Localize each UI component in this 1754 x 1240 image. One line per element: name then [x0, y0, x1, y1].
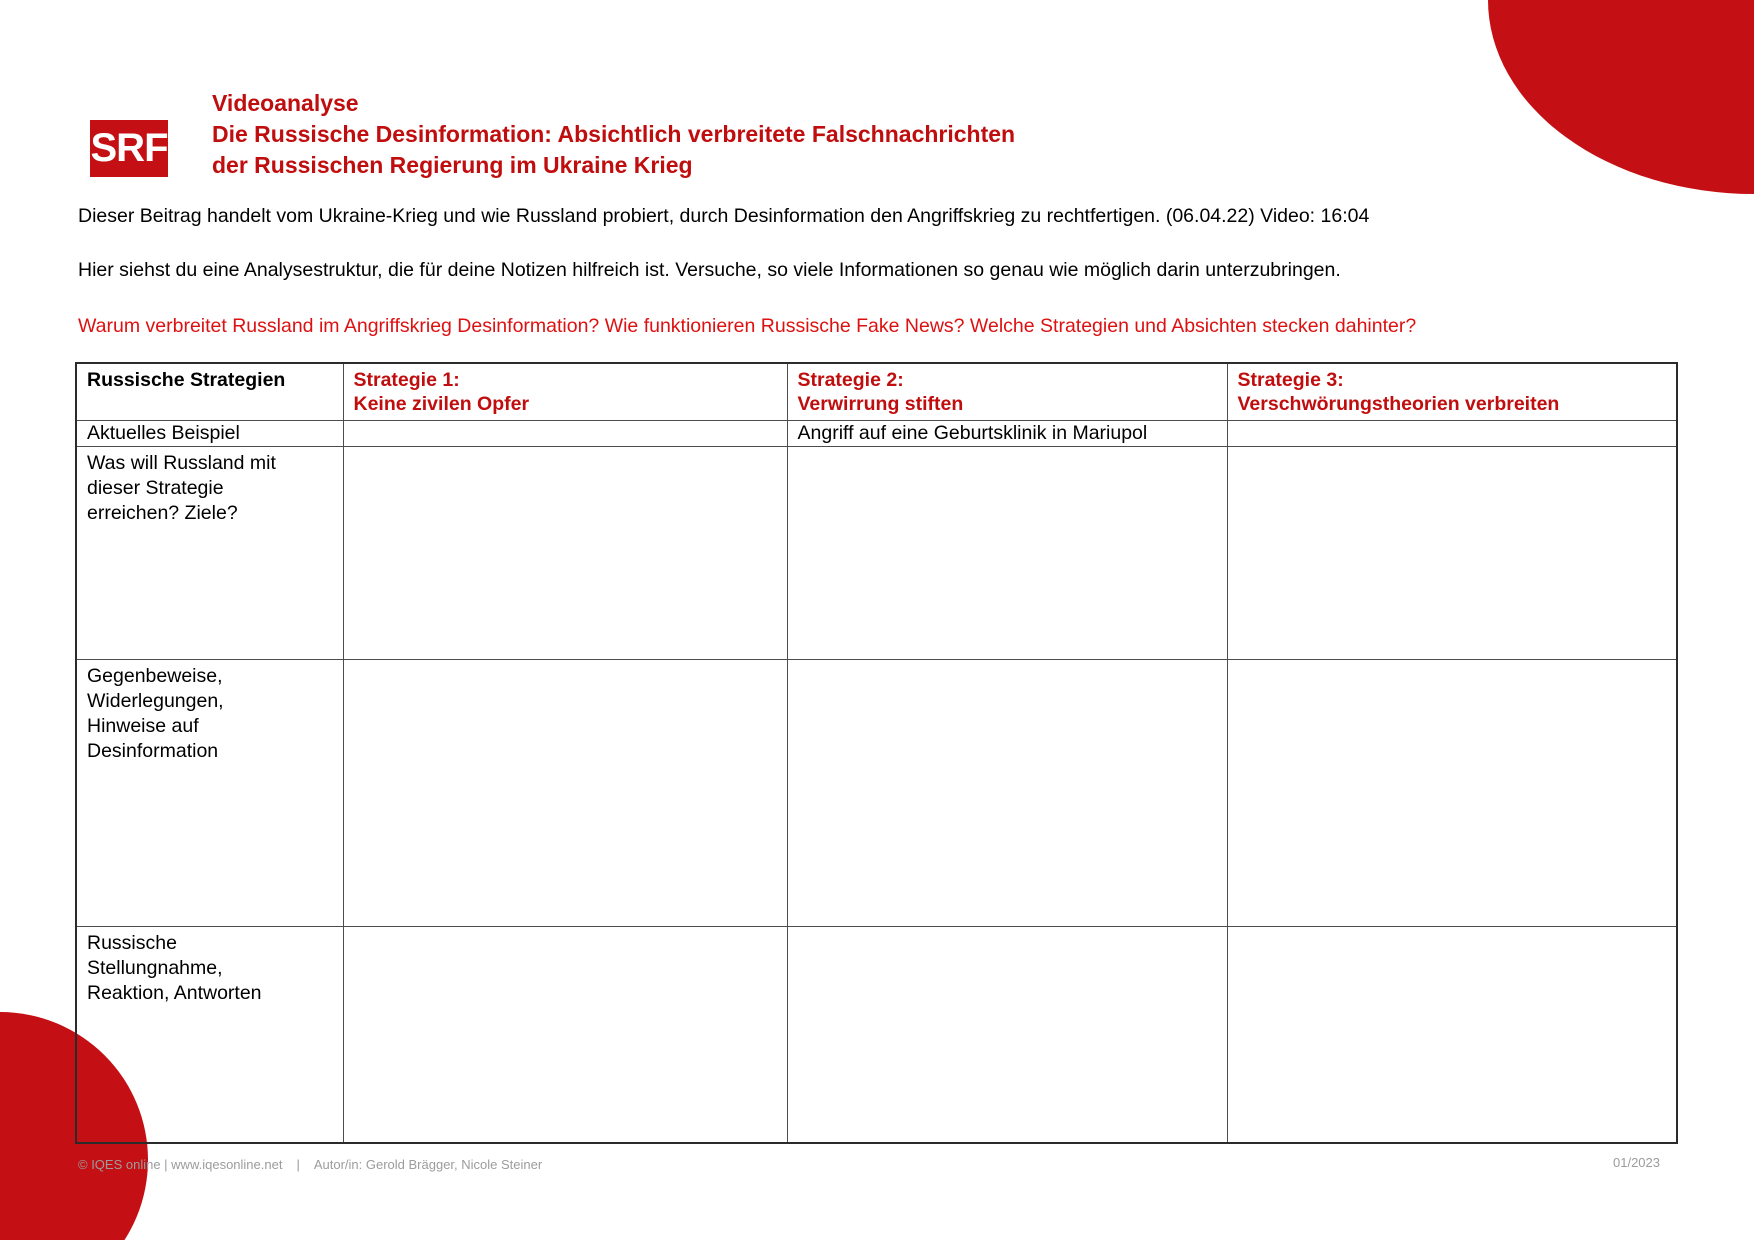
page-title-line1: Die Russische Desinformation: Absichtlich verbreitete Falschnachrichten: [212, 121, 1016, 147]
row-label-ziele-text: Was will Russland mit dieser Strategie erreichen? Ziele?: [87, 452, 276, 524]
strategie3-subtitle: Verschwörungstheorien verbreiten: [1237, 393, 1560, 415]
table-row-gegenbeweise: [76, 660, 1677, 927]
answer-cell: [787, 447, 1227, 660]
intro-paragraph-1: Dieser Beitrag handelt vom Ukraine-Krieg und wie Russland probiert, durch Desinformation den Angriffskrieg zu rechtfertigen. (06.04.22) Video: 16:04: [78, 205, 1370, 227]
answer-cell: [343, 447, 787, 660]
footer: [78, 1157, 542, 1172]
strategie1-title: Strategie 1:: [353, 369, 460, 391]
srf-logo: SRF: [90, 120, 168, 177]
row-label-gegenbeweise: [76, 660, 343, 927]
table-header-row: [76, 363, 1677, 421]
answer-cell: [343, 660, 787, 927]
answer-cell: Angriff auf eine Geburtsklinik in Mariupol: [787, 421, 1227, 447]
analysis-table: [75, 362, 1678, 1144]
strategie2-subtitle: Verwirrung stiften: [797, 393, 964, 415]
strategie3-title: Strategie 3:: [1237, 369, 1344, 391]
table-corner-label: Russische Strategien: [87, 369, 286, 391]
kicker-videoanalyse: Videoanalyse: [212, 90, 359, 116]
table-row-aktuelles-beispiel: [76, 421, 1677, 447]
guiding-questions: Warum verbreitet Russland im Angriffskrieg Desinformation? Wie funktionieren Russische Fake News? Welche Strategien und Absichten stecken dahinter?: [78, 315, 1417, 337]
row-label-gegenbeweise-text: Gegenbeweise, Widerlegungen, Hinweise auf Desinformation: [87, 665, 224, 762]
answer-cell: [1227, 927, 1677, 1143]
page-title-line2: der Russischen Regierung im Ukraine Krieg: [212, 152, 693, 178]
footer-date: 01/2023: [1613, 1155, 1660, 1170]
strategie1-subtitle: Keine zivilen Opfer: [353, 393, 530, 415]
table-header-strategie-2: [787, 363, 1227, 421]
footer-copyright: © IQES online | www.iqesonline.net: [78, 1157, 283, 1172]
strategie2-title: Strategie 2:: [797, 369, 904, 391]
answer-cell: [1227, 447, 1677, 660]
footer-separator: |: [296, 1157, 300, 1172]
row-label-stellungnahme-text: Russische Stellungnahme, Reaktion, Antworten: [87, 932, 262, 1004]
answer-cell: [1227, 660, 1677, 927]
answer-cell: [787, 927, 1227, 1143]
answer-cell: [1227, 421, 1677, 447]
answer-cell: [343, 421, 787, 447]
table-header-strategie-3: [1227, 363, 1677, 421]
answer-cell: [787, 660, 1227, 927]
row-label-aktuelles-beispiel: Aktuelles Beispiel: [76, 421, 343, 447]
table-row-stellungnahme: [76, 927, 1677, 1143]
table-corner-cell: [76, 363, 343, 421]
row-label-stellungnahme: [76, 927, 343, 1143]
answer-cell: [343, 927, 787, 1143]
corner-decoration-top-right: [1488, 0, 1754, 194]
footer-authors: Autor/in: Gerold Brägger, Nicole Steiner: [313, 1157, 543, 1172]
header: [212, 88, 1015, 181]
row-label-ziele: [76, 447, 343, 660]
table-row-ziele: [76, 447, 1677, 660]
table-header-strategie-1: [343, 363, 787, 421]
intro-paragraph-2: Hier siehst du eine Analysestruktur, die für deine Notizen hilfreich ist. Versuche, so viele Informationen so genau wie möglich darin unterzubringen.: [78, 259, 1341, 281]
